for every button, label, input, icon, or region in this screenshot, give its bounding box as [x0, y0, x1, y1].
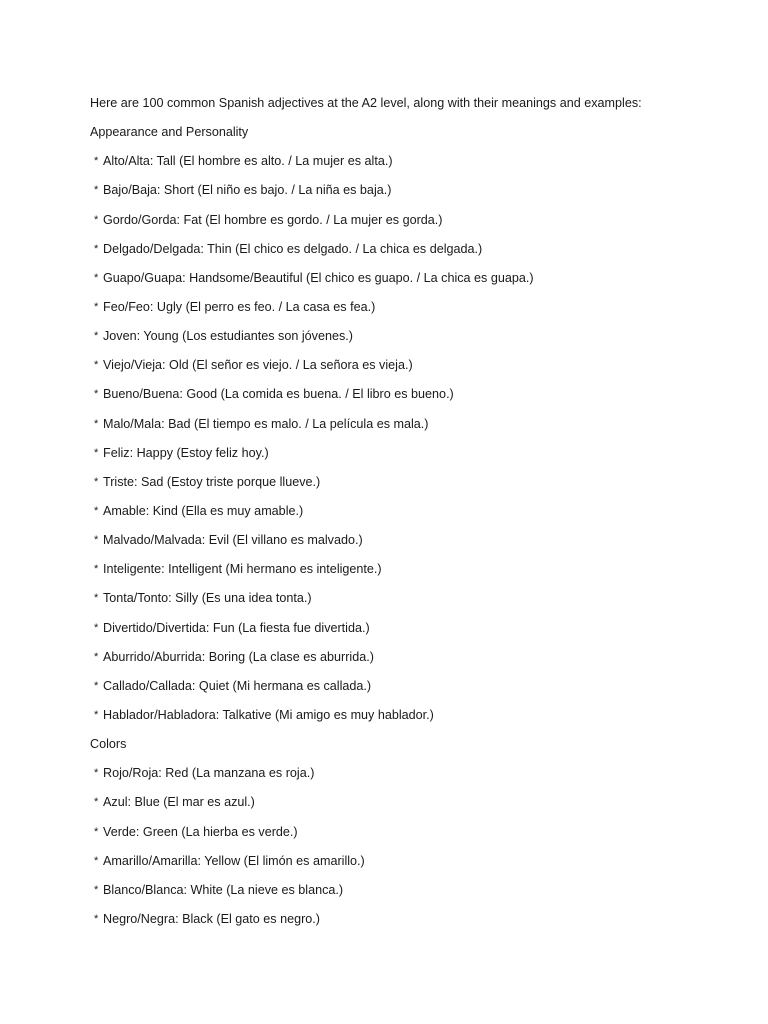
list-item — [90, 239, 740, 268]
list-item-text: Bajo/Baja: Short (El niño es bajo. / La niña es baja.) — [103, 183, 392, 198]
list-item — [90, 151, 740, 180]
list-item — [90, 297, 740, 326]
bullet-asterisk: * — [94, 330, 99, 343]
bullet-asterisk: * — [94, 767, 99, 780]
list-item — [90, 705, 740, 734]
list-item-text: Malvado/Malvada: Evil (El villano es malvado.) — [103, 533, 363, 548]
list-item — [90, 792, 740, 821]
bullet-asterisk: * — [94, 708, 99, 721]
bullet-asterisk: * — [94, 650, 99, 663]
list-item-text: Amarillo/Amarilla: Yellow (El limón es amarillo.) — [103, 853, 365, 868]
list-item-text: Callado/Callada: Quiet (Mi hermana es callada.) — [103, 678, 372, 693]
list-item — [90, 414, 740, 443]
intro-paragraph: Here are 100 common Spanish adjectives at the A2 level, along with their meanings and examples: — [90, 96, 642, 110]
list-item — [90, 384, 740, 413]
sections-container — [90, 122, 740, 938]
bullet-asterisk: * — [94, 883, 99, 896]
list-item — [90, 559, 740, 588]
list-item-text: Blanco/Blanca: White (La nieve es blanca.) — [103, 882, 344, 897]
list-item — [90, 588, 740, 617]
bullet-asterisk: * — [94, 679, 99, 692]
bullet-asterisk: * — [94, 184, 99, 197]
list-item — [90, 326, 740, 355]
list-item-text: Rojo/Roja: Red (La manzana es roja.) — [103, 766, 315, 781]
bullet-asterisk: * — [94, 213, 99, 226]
list-item — [90, 647, 740, 676]
bullet-asterisk: * — [94, 825, 99, 838]
bullet-asterisk: * — [94, 621, 99, 634]
list-item — [90, 618, 740, 647]
list-item-text: Alto/Alta: Tall (El hombre es alto. / La mujer es alta.) — [103, 154, 393, 169]
bullet-asterisk: * — [94, 242, 99, 255]
list-item-text: Azul: Blue (El mar es azul.) — [103, 795, 255, 810]
section-heading: Appearance and Personality — [90, 125, 249, 140]
bullet-asterisk: * — [94, 417, 99, 430]
list-item — [90, 180, 740, 209]
list-item-text: Gordo/Gorda: Fat (El hombre es gordo. / La mujer es gorda.) — [103, 212, 443, 227]
list-item-text: Hablador/Habladora: Talkative (Mi amigo es muy hablador.) — [103, 707, 434, 722]
list-item-text: Viejo/Vieja: Old (El señor es viejo. / La señora es vieja.) — [103, 358, 413, 373]
bullet-asterisk: * — [94, 504, 99, 517]
list-item — [90, 355, 740, 384]
list-item-text: Aburrido/Aburrida: Boring (La clase es aburrida.) — [103, 649, 374, 664]
list-item-text: Tonta/Tonto: Silly (Es una idea tonta.) — [103, 591, 312, 606]
list-item — [90, 530, 740, 559]
list-item — [90, 880, 740, 909]
list-item — [90, 676, 740, 705]
list-item — [90, 763, 740, 792]
bullet-asterisk: * — [94, 446, 99, 459]
list-item-text: Delgado/Delgada: Thin (El chico es delgado. / La chica es delgada.) — [103, 241, 483, 256]
list-item-text: Bueno/Buena: Good (La comida es buena. / El libro es bueno.) — [103, 387, 454, 402]
list-item-text: Guapo/Guapa: Handsome/Beautiful (El chico es guapo. / La chica es guapa.) — [103, 270, 534, 285]
bullet-asterisk: * — [94, 854, 99, 867]
bullet-asterisk: * — [94, 592, 99, 605]
list-item — [90, 443, 740, 472]
list-item-text: Malo/Mala: Bad (El tiempo es malo. / La película es mala.) — [103, 416, 429, 431]
list-item-text: Feo/Feo: Ugly (El perro es feo. / La casa es fea.) — [103, 299, 376, 314]
list-item — [90, 851, 740, 880]
bullet-asterisk: * — [94, 796, 99, 809]
list-item — [90, 472, 740, 501]
list-item-text: Amable: Kind (Ella es muy amable.) — [103, 503, 304, 518]
list-item — [90, 501, 740, 530]
list-item-text: Triste: Sad (Estoy triste porque llueve.) — [103, 474, 321, 489]
bullet-asterisk: * — [94, 534, 99, 547]
list-item-text: Feliz: Happy (Estoy feliz hoy.) — [103, 445, 269, 460]
section-heading: Colors — [90, 737, 127, 752]
list-item-text: Divertido/Divertida: Fun (La fiesta fue divertida.) — [103, 620, 370, 635]
bullet-asterisk: * — [94, 475, 99, 488]
bullet-asterisk: * — [94, 155, 99, 168]
list-item-text: Verde: Green (La hierba es verde.) — [103, 824, 298, 839]
bullet-asterisk: * — [94, 912, 99, 925]
list-item — [90, 822, 740, 851]
list-item-text: Inteligente: Intelligent (Mi hermano es inteligente.) — [103, 562, 382, 577]
list-item — [90, 210, 740, 239]
bullet-asterisk: * — [94, 388, 99, 401]
list-item — [90, 268, 740, 297]
document-body — [90, 93, 740, 938]
bullet-asterisk: * — [94, 271, 99, 284]
bullet-asterisk: * — [94, 300, 99, 313]
list-item-text: Negro/Negra: Black (El gato es negro.) — [103, 911, 320, 926]
list-item — [90, 909, 740, 938]
bullet-asterisk: * — [94, 563, 99, 576]
list-item-text: Joven: Young (Los estudiantes son jóvenes.) — [103, 329, 353, 344]
bullet-asterisk: * — [94, 359, 99, 372]
